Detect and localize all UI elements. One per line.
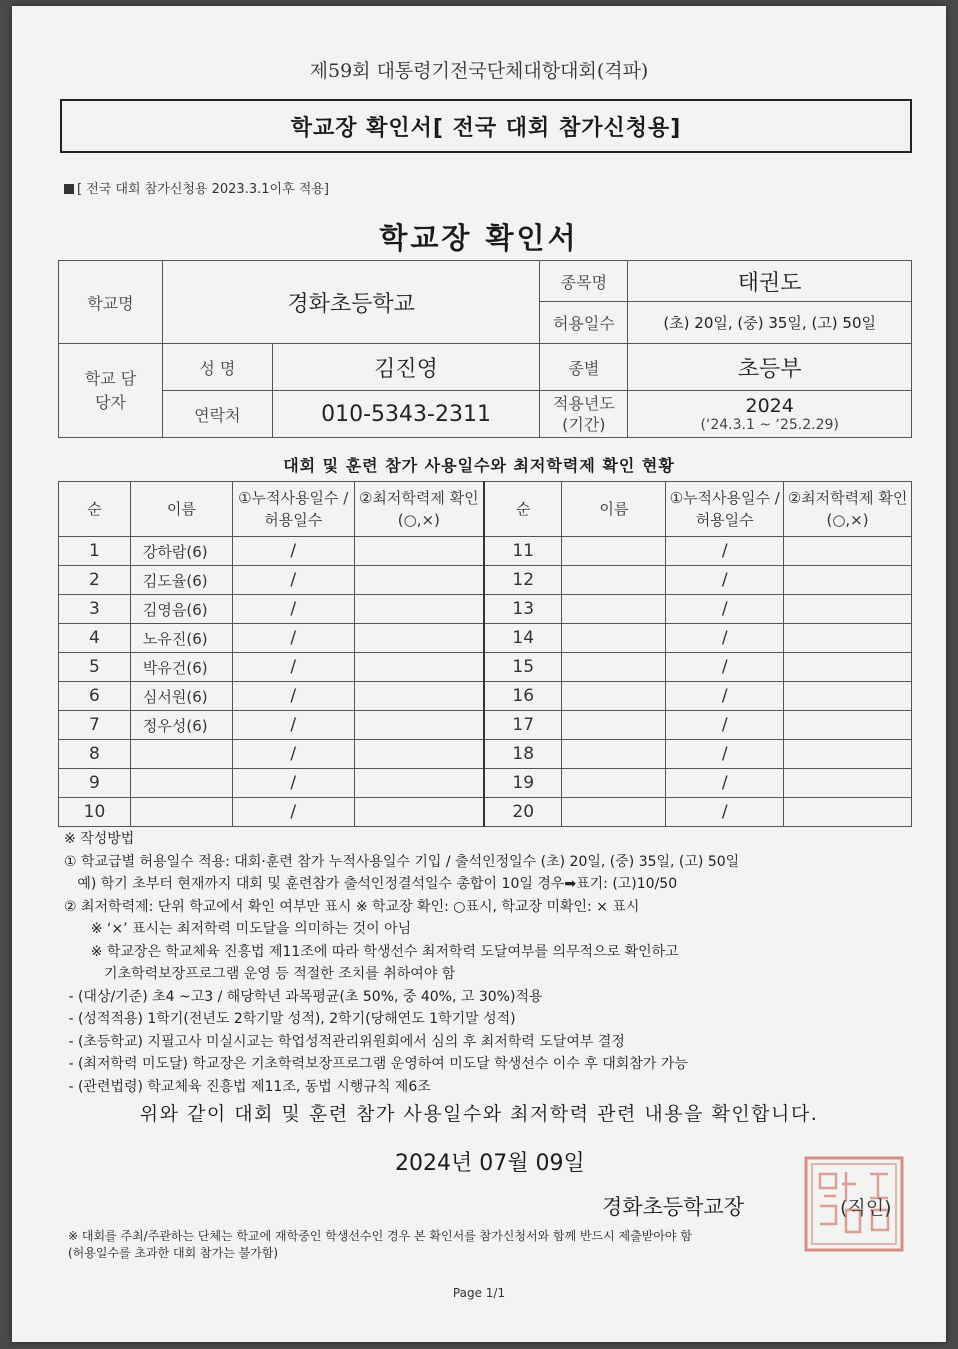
row-no: 11 xyxy=(484,537,562,566)
period-value: (‘24.3.1 ~ ‘25.2.29) xyxy=(700,417,839,433)
issue-date: 2024년 07월 09일 xyxy=(395,1151,585,1176)
confirm-statement: 위와 같이 대회 및 훈련 참가 사용일수와 최저학력 관련 내용을 확인합니다. xyxy=(139,1103,819,1125)
row-no: 12 xyxy=(484,566,562,595)
contact-value: 010-5343-2311 xyxy=(272,391,540,438)
method-line: 예) 학기 초부터 현재까지 대회 및 훈련참가 출석인정결석일수 총합이 10일 경우➡표기: (고)10/50 xyxy=(64,876,678,892)
method-line: ① 학교급별 허용일수 적용: 대회·훈련 참가 누적사용일수 기입 / 출석인정일수 (초) 20일, (중) 35일, (고) 50일 xyxy=(64,853,740,870)
header-name-right: 이름 xyxy=(562,482,666,537)
row-days: / xyxy=(666,711,784,740)
header-no-right: 순 xyxy=(484,482,562,537)
year-label-text: 적용년도 (기간) xyxy=(552,394,615,434)
row-name xyxy=(130,740,232,769)
row-no: 7 xyxy=(59,711,131,740)
method-line: - (관련법령) 학교체육 진흥법 제11조, 동법 시행규칙 제6조 xyxy=(64,1078,431,1095)
row-days: / xyxy=(232,798,354,827)
row-name xyxy=(562,595,666,624)
division-label: 종별 xyxy=(540,344,628,391)
roster-header-row xyxy=(59,482,912,537)
row-name xyxy=(562,711,666,740)
row-academic xyxy=(784,537,912,566)
table-row xyxy=(59,624,912,653)
method-line: - (최저학력 미도달) 학교장은 기초학력보장프로그램 운영하여 미도달 학생선수 이수 후 대회참가 가능 xyxy=(64,1056,688,1072)
row-days: / xyxy=(666,682,784,711)
row-name xyxy=(562,740,666,769)
row-academic xyxy=(354,624,484,653)
row-no: 13 xyxy=(484,595,562,624)
row-days: / xyxy=(666,624,784,653)
row-no: 5 xyxy=(59,653,131,682)
section-title: 대회 및 훈련 참가 사용일수와 최저학력제 확인 현황 xyxy=(283,456,675,475)
method-line: ※ 학교장은 학교체육 진흥법 제11조에 따라 학생선수 최저학력 도달여부를 의무적으로 확인하고 xyxy=(64,943,679,960)
row-academic xyxy=(354,682,484,711)
row-name xyxy=(130,769,232,798)
roster-table xyxy=(58,481,912,827)
row-days: / xyxy=(232,653,354,682)
table-row xyxy=(59,595,912,624)
row-days: / xyxy=(666,537,784,566)
row-no: 2 xyxy=(59,566,131,595)
writing-method xyxy=(64,828,914,1098)
row-days: / xyxy=(232,537,354,566)
year-label xyxy=(540,391,628,438)
allowed-days-label: 허용일수 xyxy=(540,302,628,344)
header-box: 학교장 확인서[ 전국 대회 참가신청용] xyxy=(60,99,912,153)
row-days: / xyxy=(666,798,784,827)
row-academic xyxy=(784,740,912,769)
row-days: / xyxy=(232,740,354,769)
table-row xyxy=(59,653,912,682)
row-no: 1 xyxy=(59,537,131,566)
row-no: 19 xyxy=(484,769,562,798)
row-no: 4 xyxy=(59,624,131,653)
top-note-text: [ 전국 대회 참가신청용 2023.3.1이후 적용] xyxy=(77,182,329,197)
row-name xyxy=(562,624,666,653)
row-no: 16 xyxy=(484,682,562,711)
row-academic xyxy=(784,566,912,595)
principal-name: 경화초등학교장 xyxy=(602,1195,745,1219)
name-label: 성 명 xyxy=(162,344,272,391)
row-days: / xyxy=(232,595,354,624)
method-line: ② 최저학력제: 단위 학교에서 확인 여부만 표시 ※ 학교장 확인: ○표시, 학교장 미확인: × 표시 xyxy=(64,898,640,915)
method-line: - (성적적용) 1학기(전년도 2학기말 성적), 2학기(당해연도 1학기말 성적) xyxy=(64,1011,516,1027)
row-academic xyxy=(354,769,484,798)
footnote-line-2: (허용일수를 초과한 대회 참가는 불가함) xyxy=(68,1246,279,1260)
top-note xyxy=(64,178,329,197)
page-number: Page 1/1 xyxy=(452,1286,506,1300)
school-label: 학교명 xyxy=(59,261,163,344)
row-name: 강하람(6) xyxy=(130,537,232,566)
contact-label: 연락처 xyxy=(162,391,272,438)
row-days: / xyxy=(666,653,784,682)
row-academic xyxy=(354,711,484,740)
row-no: 8 xyxy=(59,740,131,769)
row-name xyxy=(562,798,666,827)
header-no: 순 xyxy=(59,482,131,537)
row-academic xyxy=(354,653,484,682)
row-name xyxy=(562,682,666,711)
table-row xyxy=(59,566,912,595)
year-cell xyxy=(628,391,912,438)
row-no: 6 xyxy=(59,682,131,711)
row-academic xyxy=(784,711,912,740)
row-no: 15 xyxy=(484,653,562,682)
row-days: / xyxy=(232,682,354,711)
event-title: 제59회 대통령기전국단체대항대회(격파) xyxy=(309,60,649,82)
row-academic xyxy=(784,798,912,827)
name-value: 김진영 xyxy=(272,344,540,391)
header-academic: ②최저학력제 확인(○,×) xyxy=(354,482,484,537)
row-name: 정우성(6) xyxy=(130,711,232,740)
row-academic xyxy=(784,624,912,653)
row-name xyxy=(562,769,666,798)
row-academic xyxy=(784,595,912,624)
row-no: 17 xyxy=(484,711,562,740)
row-no: 9 xyxy=(59,769,131,798)
table-row xyxy=(59,537,912,566)
row-academic xyxy=(354,798,484,827)
row-name: 노유진(6) xyxy=(130,624,232,653)
header-academic-right: ②최저학력제 확인(○,×) xyxy=(784,482,912,537)
row-academic xyxy=(354,740,484,769)
row-days: / xyxy=(232,566,354,595)
table-row xyxy=(59,711,912,740)
header-days: ①누적사용일수 /허용일수 xyxy=(232,482,354,537)
row-academic xyxy=(354,595,484,624)
info-table xyxy=(58,260,912,438)
row-no: 14 xyxy=(484,624,562,653)
doc-title: 학교장 확인서 xyxy=(379,221,579,255)
row-days: / xyxy=(666,595,784,624)
row-name: 김영음(6) xyxy=(130,595,232,624)
row-academic xyxy=(354,566,484,595)
row-days: / xyxy=(232,769,354,798)
year-value: 2024 xyxy=(745,395,794,417)
row-academic xyxy=(784,653,912,682)
row-name xyxy=(562,537,666,566)
table-row xyxy=(59,682,912,711)
row-days: / xyxy=(666,566,784,595)
manager-label xyxy=(59,344,163,438)
row-name: 심서원(6) xyxy=(130,682,232,711)
row-days: / xyxy=(232,711,354,740)
square-bullet-icon xyxy=(64,184,74,194)
allowed-days-value: (초) 20일, (중) 35일, (고) 50일 xyxy=(628,302,912,344)
row-days: / xyxy=(666,769,784,798)
row-name xyxy=(562,566,666,595)
event-label: 종목명 xyxy=(540,261,628,302)
manager-label-text: 학교 담당자 xyxy=(84,368,137,412)
method-line: ※ ‘×’ 표시는 최저학력 미도달을 의미하는 것이 아님 xyxy=(64,921,412,937)
footnote xyxy=(68,1228,692,1262)
header-days-right: ①누적사용일수 /허용일수 xyxy=(666,482,784,537)
footnote-line-1: ※ 대회를 주최/주관하는 단체는 학교에 재학중인 학생선수인 경우 본 확인서를 참가신청서와 함께 반드시 제출받아야 함 xyxy=(68,1229,692,1243)
row-name xyxy=(130,798,232,827)
row-academic xyxy=(784,769,912,798)
header-name: 이름 xyxy=(130,482,232,537)
row-days: / xyxy=(232,624,354,653)
row-no: 10 xyxy=(59,798,131,827)
school-value: 경화초등학교 xyxy=(162,261,539,344)
event-value: 태권도 xyxy=(628,261,912,302)
table-row xyxy=(59,798,912,827)
division-value: 초등부 xyxy=(628,344,912,391)
row-name: 박유건(6) xyxy=(130,653,232,682)
method-line: - (대상/기준) 초4 ~고3 / 해당학년 과목평균(초 50%, 중 40%, 고 30%)적용 xyxy=(64,988,543,1005)
row-no: 20 xyxy=(484,798,562,827)
row-name xyxy=(562,653,666,682)
row-academic xyxy=(784,682,912,711)
method-line: 기초학력보장프로그램 운영 등 적절한 조치를 취하여야 함 xyxy=(64,966,456,982)
row-name: 김도율(6) xyxy=(130,566,232,595)
table-row xyxy=(59,740,912,769)
row-days: / xyxy=(666,740,784,769)
row-no: 18 xyxy=(484,740,562,769)
method-line: ※ 작성방법 xyxy=(64,831,135,847)
method-line: - (초등학교) 지필고사 미실시교는 학업성적관리위원회에서 심의 후 최저학력 도달여부 결정 xyxy=(64,1033,625,1050)
table-row xyxy=(59,769,912,798)
row-academic xyxy=(354,537,484,566)
row-no: 3 xyxy=(59,595,131,624)
seal-label: (직인) xyxy=(840,1197,892,1219)
document-page xyxy=(12,6,946,1342)
